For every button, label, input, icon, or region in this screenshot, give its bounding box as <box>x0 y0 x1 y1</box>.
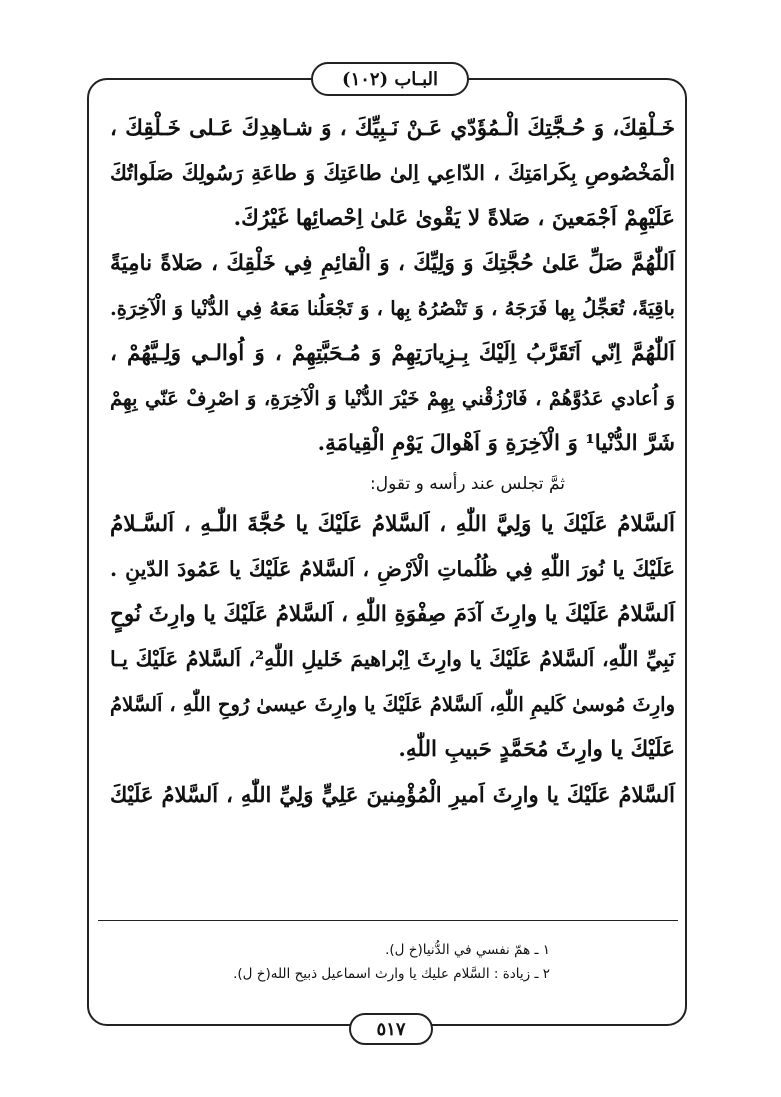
paragraph-2 <box>110 241 675 331</box>
text-line: عَلَيْكَ يا وارِثَ مُحَمَّدٍ حَبيبِ اللّٰهِ. <box>398 737 675 762</box>
salaam-paragraph-3 <box>110 772 675 817</box>
paragraph-3 <box>110 331 675 466</box>
footnote-2: ٢ ـ زيادة : السَّلام عليك يا وارث اسماعيل ذبيح الله(خ ل). <box>233 966 550 982</box>
text-line: باقِيَةً، تُعَجِّلُ بِها فَرَجَهُ ، وَ تَنْصُرُهُ بِها ، وَ تَجْعَلُنا مَعَهُ فِي الدُّنْيا وَ الْآخِرَةِ. <box>110 297 675 320</box>
text-line: اَللّٰهُمَّ صَلِّ عَلىٰ حُجَّتِكَ وَ وَلِيِّكَ ، وَ الْقائِمِ فِي خَلْقِكَ ، صَلاةً نامِيَةً <box>110 251 675 276</box>
text-line: شَرَّ الدُّنْيا¹ وَ الْآخِرَةِ وَ اَهْوالَ يَوْمِ الْقِيامَةِ. <box>317 431 675 456</box>
text-line: عَلَيْكَ يا نُورَ اللّٰهِ فِي ظُلُماتِ الْاَرْضِ ، اَلسَّلامُ عَلَيْكَ يا عَمُودَ الدّينِ . <box>110 557 675 581</box>
paragraph-1 <box>110 106 675 241</box>
text-line: الْمَخْصُوصِ بِكَرامَتِكَ ، الدّاعِي اِلىٰ طاعَتِكَ وَ طاعَةِ رَسُولِكَ صَلَواتُكَ <box>110 161 675 185</box>
text-line: وَ اُعادي عَدُوَّهُمْ ، فَارْزُقْني بِهِمْ خَيْرَ الدُّنْيا وَ الْآخِرَةِ، وَ اصْرِفْ عَنّي بِهِمْ <box>110 387 675 410</box>
chapter-header: البـاب (١٠٢) <box>311 62 469 96</box>
footnote-divider <box>98 920 678 921</box>
footnote-1: ١ ـ همّ نفسي في الدُّنيا(خ ل). <box>385 942 550 958</box>
salaam-paragraph-2 <box>110 592 675 772</box>
text-line: خَـلْقِكَ، وَ حُـجَّتِكَ الْـمُؤَدّي عَـنْ نَـبِيِّكَ ، وَ شـاهِدِكَ عَـلى خَـلْقِكَ ، <box>110 116 675 141</box>
text-line: اَلسَّلامُ عَلَيْكَ يا وارِثَ آدَمَ صِفْوَةِ اللّٰهِ ، اَلسَّلامُ عَلَيْكَ يا وارِثَ نُوحٍ <box>110 602 675 627</box>
text-line: نَبِيِّ اللّٰهِ، اَلسَّلامُ عَلَيْكَ يا وارِثَ اِبْراهيمَ خَليلِ اللّٰهِ²، اَلسَّلامُ عَلَيْكَ يـا <box>110 647 675 671</box>
text-line: وارِثَ مُوسىٰ كَليمِ اللّٰهِ، اَلسَّلامُ عَلَيْكَ يا وارِثَ عيسىٰ رُوحِ اللّٰهِ ، اَلسَّلامُ <box>110 693 675 716</box>
text-line: اَلسَّلامُ عَلَيْكَ يا وارِثَ اَميرِ الْمُؤْمِنينَ عَلِيٍّ وَلِيِّ اللّٰهِ ، اَلسَّلامُ عَلَيْكَ <box>110 782 675 807</box>
salaam-paragraph-1 <box>110 502 675 592</box>
text-line: اَللّٰهُمَّ اِنّي اَتَقَرَّبُ اِلَيْكَ بِـزِيارَتِهِمْ وَ مُـحَبَّتِهِمْ ، وَ اُوالـي وَلِـيَّهُمْ ، <box>110 341 675 366</box>
text-line: اَلسَّلامُ عَلَيْكَ يا وَلِيَّ اللّٰهِ ، اَلسَّلامُ عَلَيْكَ يا حُجَّةَ اللّٰـهِ ، اَلسَّـلامُ <box>110 512 675 537</box>
page-number: ٥١٧ <box>349 1013 433 1045</box>
text-line: عَلَيْهِمْ اَجْمَعينَ ، صَلاةً لا يَقْوىٰ عَلىٰ اِحْصائِها غَيْرُكَ. <box>233 206 675 231</box>
instruction-text: ثمَّ تجلس عند رأسه و تقول: <box>370 474 565 494</box>
footnotes <box>110 938 670 986</box>
main-text <box>110 106 675 817</box>
